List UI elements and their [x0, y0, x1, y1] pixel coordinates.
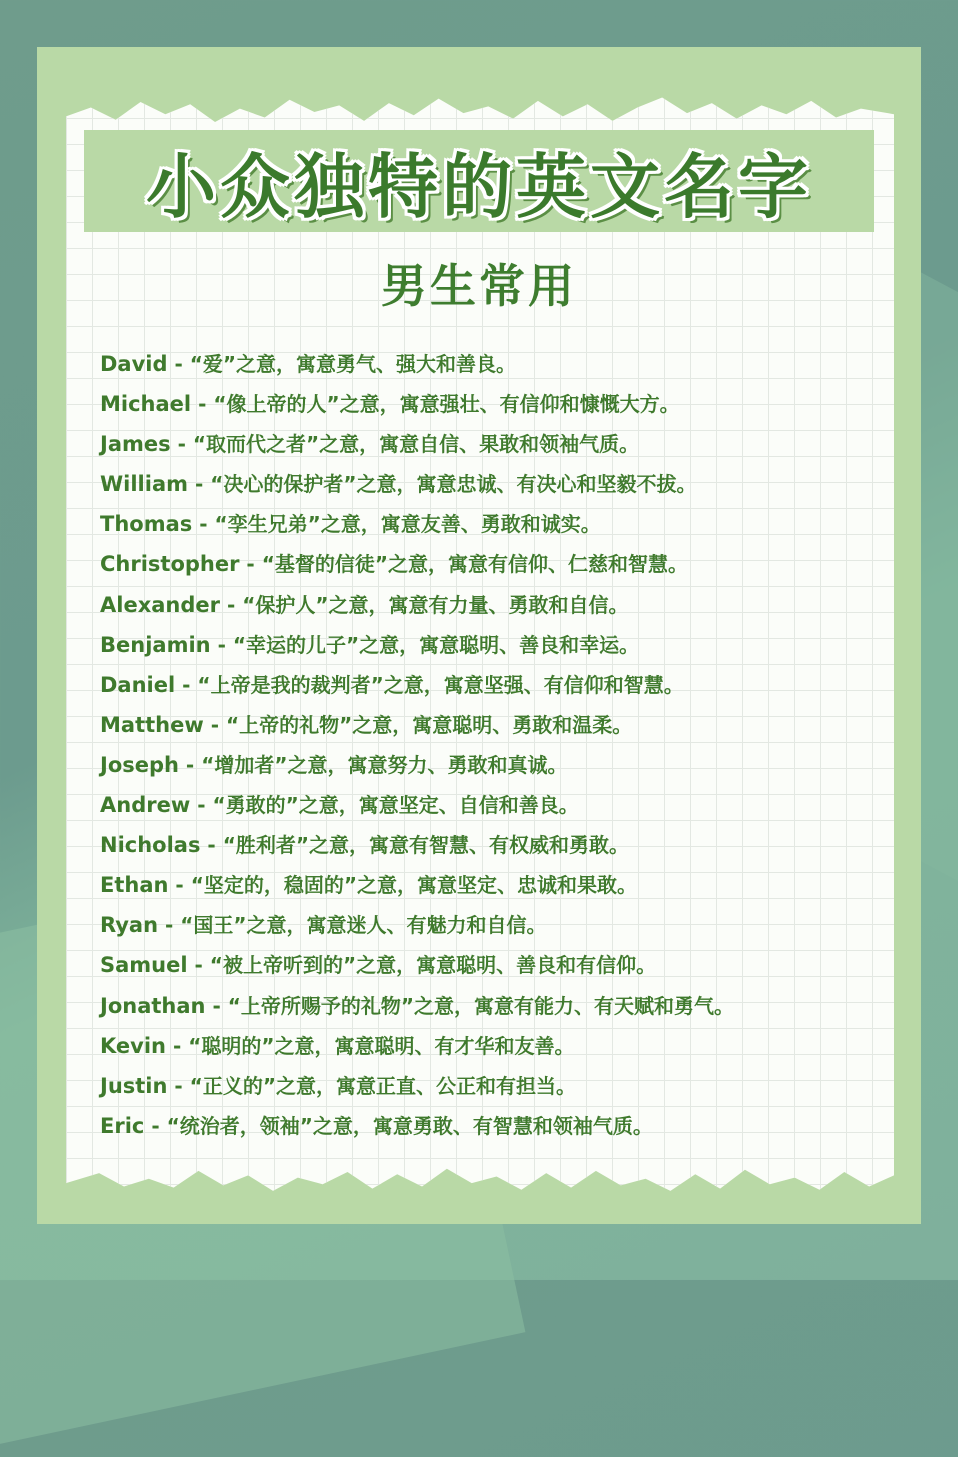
english-name: David — [100, 352, 168, 376]
english-name: Benjamin — [100, 632, 211, 657]
name-meaning: - “孪生兄弟”之意，寓意友善、勇敢和诚实。 — [192, 512, 601, 537]
english-name: William — [100, 472, 189, 497]
name-meaning: - “像上帝的人”之意，寓意强壮、有信仰和慷慨大方。 — [191, 392, 680, 417]
list-item — [100, 945, 890, 985]
list-item — [100, 785, 890, 825]
list-item — [100, 625, 890, 665]
english-name: Samuel — [100, 953, 188, 978]
english-name: James — [100, 432, 171, 457]
page-subtitle: 男生常用 — [381, 259, 577, 313]
english-name: Jonathan — [100, 993, 206, 1018]
list-item — [100, 424, 890, 464]
name-meaning: - “正义的”之意，寓意正直、公正和有担当。 — [167, 1073, 576, 1098]
list-item — [100, 384, 890, 424]
name-meaning: - “上帝所赐予的礼物”之意，寓意有能力、有天赋和勇气。 — [205, 993, 734, 1018]
name-meaning: - “上帝是我的裁判者”之意，寓意坚强、有信仰和智慧。 — [175, 672, 684, 697]
name-meaning: - “爱”之意，寓意勇气、强大和善良。 — [167, 352, 517, 376]
english-name: Kevin — [100, 1033, 166, 1058]
list-item — [100, 585, 890, 625]
name-meaning: - “上帝的礼物”之意，寓意聪明、勇敢和温柔。 — [203, 712, 633, 737]
list-item — [100, 986, 890, 1026]
english-name: Eric — [100, 1113, 145, 1138]
english-name: Christopher — [100, 552, 240, 577]
name-meaning: - “增加者”之意，寓意努力、勇敢和真诚。 — [178, 752, 568, 777]
name-meaning: - “保护人”之意，寓意有力量、勇敢和自信。 — [220, 592, 629, 617]
name-meaning: - “被上帝听到的”之意，寓意聪明、善良和有信仰。 — [187, 953, 657, 978]
page-title: 小众独特的英文名字 — [146, 145, 812, 228]
english-name: Ethan — [100, 873, 169, 898]
name-meaning: - “取而代之者”之意，寓意自信、果敢和领袖气质。 — [170, 432, 640, 457]
english-name: Andrew — [100, 793, 191, 818]
english-name: Daniel — [100, 672, 176, 697]
name-meaning: - “决心的保护者”之意，寓意忠诚、有决心和坚毅不拔。 — [188, 472, 697, 497]
name-list — [100, 344, 890, 1146]
english-name: Ryan — [100, 913, 159, 938]
name-meaning: - “胜利者”之意，寓意有智慧、有权威和勇敢。 — [200, 833, 629, 858]
english-name: Justin — [100, 1073, 168, 1098]
english-name: Nicholas — [100, 833, 201, 858]
list-item — [100, 544, 890, 584]
list-item — [100, 1066, 890, 1106]
english-name: Alexander — [100, 592, 220, 617]
list-item — [100, 705, 890, 745]
list-item — [100, 504, 890, 544]
name-meaning: - “幸运的儿子”之意，寓意聪明、善良和幸运。 — [210, 632, 640, 657]
list-item — [100, 865, 890, 905]
list-item — [100, 905, 890, 945]
name-meaning: - “基督的信徒”之意，寓意有信仰、仁慈和智慧。 — [239, 552, 688, 577]
name-meaning: - “勇敢的”之意，寓意坚定、自信和善良。 — [190, 793, 579, 818]
english-name: Michael — [100, 392, 192, 417]
name-meaning: - “聪明的”之意，寓意聪明、有才华和友善。 — [165, 1033, 575, 1058]
english-name: Joseph — [100, 752, 179, 777]
list-item — [100, 745, 890, 785]
name-meaning: - “统治者，领袖”之意，寓意勇敢、有智慧和领袖气质。 — [144, 1113, 653, 1138]
name-meaning: - “国王”之意，寓意迷人、有魅力和自信。 — [158, 913, 547, 938]
list-item — [100, 1026, 890, 1066]
list-item — [100, 665, 890, 705]
list-item — [100, 825, 890, 865]
english-name: Thomas — [100, 512, 193, 537]
list-item — [100, 464, 890, 504]
list-item — [100, 344, 890, 384]
list-item — [100, 1106, 890, 1146]
english-name: Matthew — [100, 712, 204, 737]
name-meaning: - “坚定的，稳固的”之意，寓意坚定、忠诚和果敢。 — [168, 873, 637, 898]
